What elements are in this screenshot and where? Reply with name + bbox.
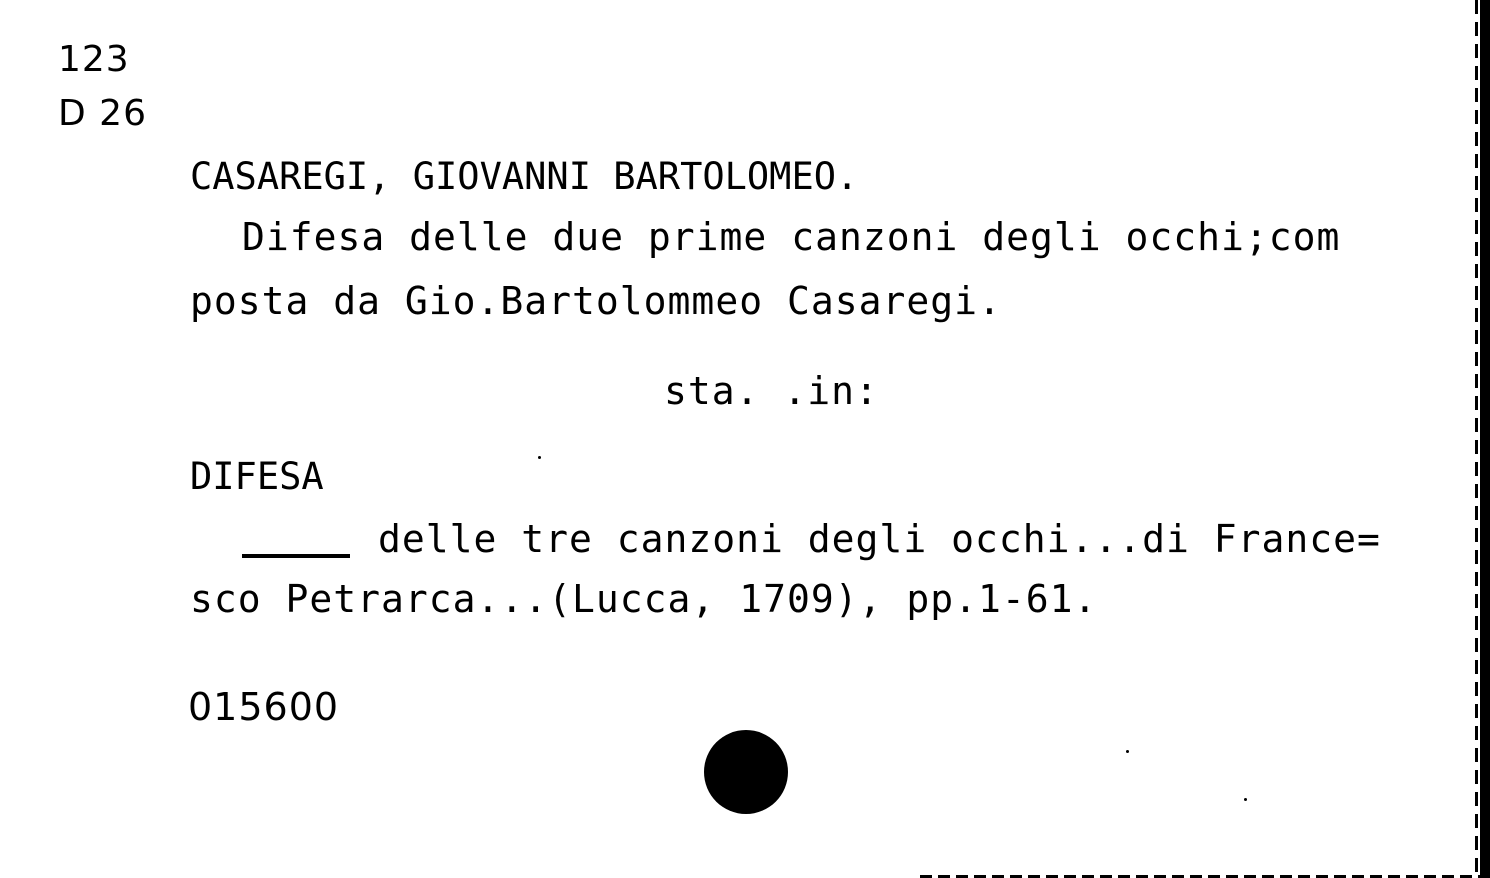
title-line2: posta da Gio.Bartolommeo Casaregi. bbox=[190, 279, 1002, 323]
series-line1: delle tre canzoni degli occhi...di France= bbox=[378, 517, 1381, 561]
record-number: 015600 bbox=[188, 685, 340, 729]
call-number-line2: D 26 bbox=[58, 93, 147, 134]
ink-speck bbox=[1126, 750, 1129, 753]
imprint-note: sta. .in: bbox=[664, 369, 879, 413]
card-edge-perforation bbox=[1475, 0, 1478, 878]
ink-speck bbox=[1244, 798, 1247, 801]
call-number-line1: 123 bbox=[58, 39, 130, 80]
repeat-heading-dash bbox=[242, 554, 350, 558]
title-line1: Difesa delle due prime canzoni degli occhi;com bbox=[242, 215, 1341, 259]
subject-heading: DIFESA bbox=[190, 455, 324, 498]
ink-speck bbox=[538, 456, 541, 459]
series-line2: sco Petrarca...(Lucca, 1709), pp.1-61. bbox=[190, 577, 1098, 621]
card-edge-right bbox=[1480, 0, 1490, 878]
author-heading: CASAREGI, GIOVANNI BARTOLOMEO. bbox=[190, 155, 859, 198]
card-punch-hole bbox=[704, 730, 788, 814]
